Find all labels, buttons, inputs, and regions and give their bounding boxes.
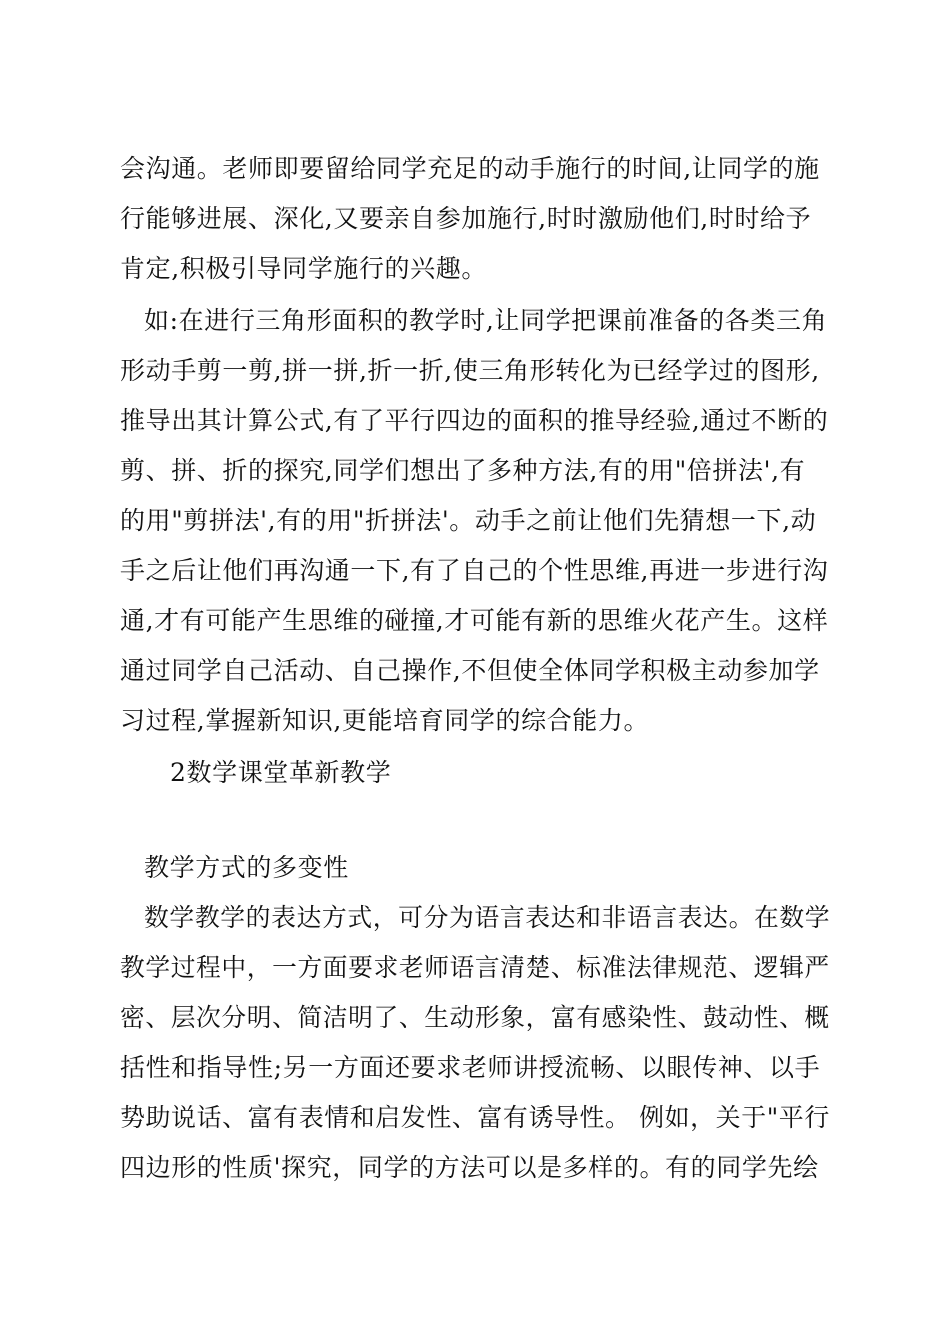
paragraph-2-line-3: 推导出其计算公式,有了平行四边的面积的推导经验,通过不断的 (120, 406, 829, 435)
paragraph-1-line-3: 肯定,积极引导同学施行的兴趣。 (120, 254, 487, 283)
paragraph-3-line-1: 数学教学的表达方式，可分为语言表达和非语言表达。在数学 (144, 903, 831, 932)
paragraph-3-line-2: 教学过程中，一方面要求老师语言清楚、标准法律规范、逻辑严 (120, 953, 830, 982)
paragraph-3-line-4: 括性和指导性;另一方面还要求老师讲授流畅、以眼传神、以手 (120, 1053, 821, 1082)
paragraph-3-line-3: 密、层次分明、简洁明了、生动形象，富有感染性、鼓动性、概 (120, 1003, 830, 1032)
section-heading: 2数学课堂革新教学 (170, 758, 392, 787)
paragraph-2-line-7: 通,才有可能产生思维的碰撞,才可能有新的思维火花产生。这样 (120, 606, 829, 635)
paragraph-2-line-9: 习过程,掌握新知识,更能培育同学的综合能力。 (120, 706, 650, 735)
paragraph-1-line-2: 行能够进展、深化,又要亲自参加施行,时时激励他们,时时给予 (120, 204, 812, 233)
paragraph-2-line-4: 剪、拼、折的探究,同学们想出了多种方法,有的用"倍拼法',有 (120, 456, 806, 485)
paragraph-1-line-1: 会沟通。老师即要留给同学充足的动手施行的时间,让同学的施 (120, 154, 820, 183)
paragraph-2-line-2: 形动手剪一剪,拼一拼,折一折,使三角形转化为已经学过的图形, (120, 356, 820, 385)
paragraph-3-line-6: 四边形的性质'探究，同学的方法可以是多样的。有的同学先绘 (120, 1153, 819, 1182)
paragraph-2-line-8: 通过同学自己活动、自己操作,不但使全体同学积极主动参加学 (120, 656, 820, 685)
subheading: 教学方式的多变性 (144, 853, 349, 882)
paragraph-3-line-5: 势助说话、富有表情和启发性、富有诱导性。 例如，关于"平行 (120, 1103, 830, 1132)
paragraph-2-line-1: 如:在进行三角形面积的教学时,让同学把课前准备的各类三角 (144, 306, 828, 335)
paragraph-2-line-6: 手之后让他们再沟通一下,有了自己的个性思维,再进一步进行沟 (120, 556, 829, 585)
paragraph-2-line-5: 的用"剪拼法',有的用"折拼法'。动手之前让他们先猜想一下,动 (120, 506, 817, 535)
